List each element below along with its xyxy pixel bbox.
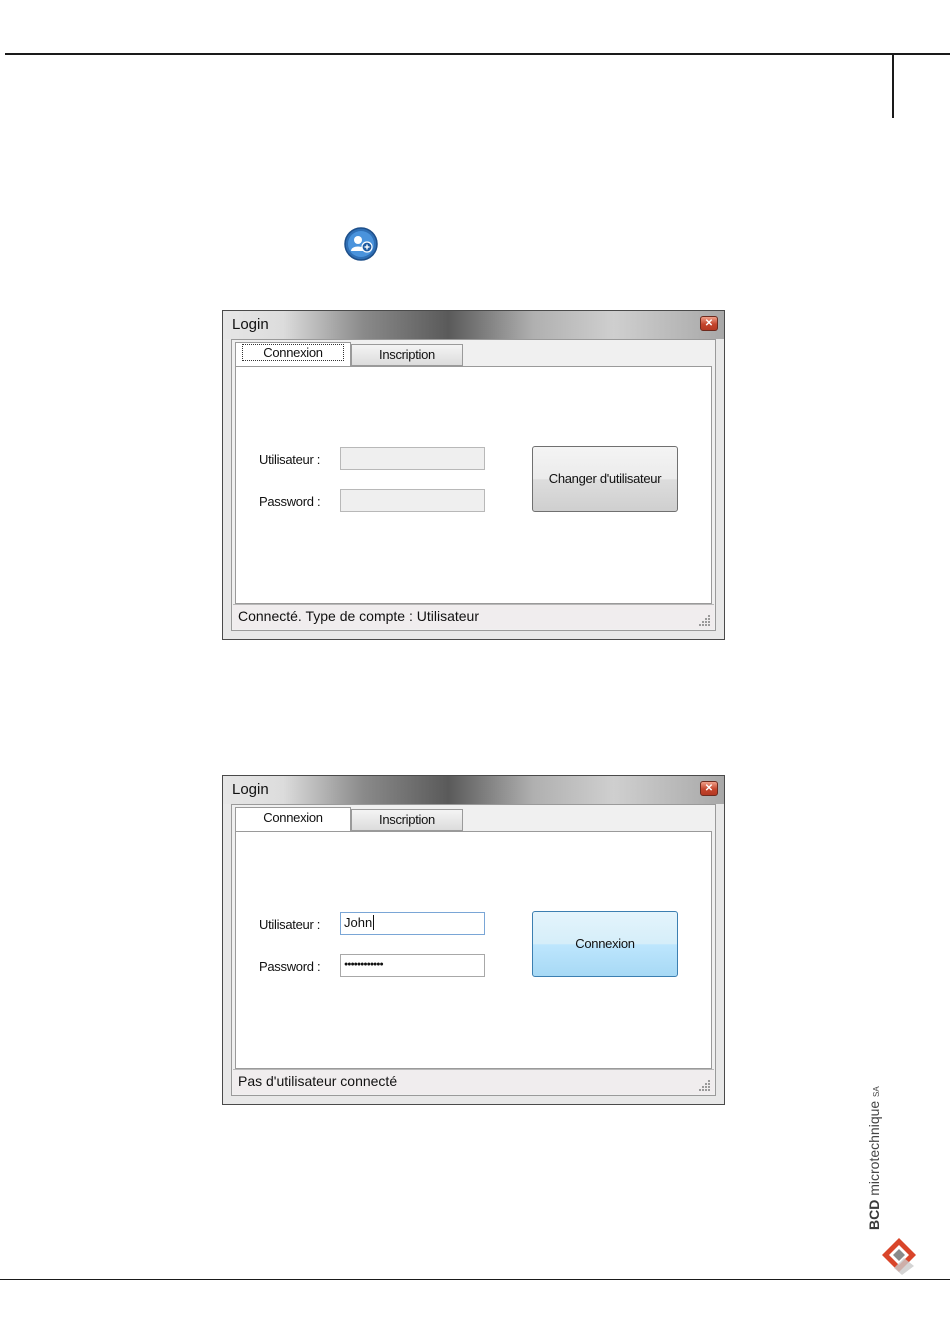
window-title: Login <box>232 781 269 798</box>
status-text: Pas d'utilisateur connecté <box>238 1073 398 1089</box>
title-bar[interactable] <box>223 311 724 339</box>
tab-panel-connexion <box>235 366 712 604</box>
title-bar[interactable] <box>223 776 724 804</box>
resize-grip-icon[interactable] <box>699 614 711 626</box>
password-field[interactable] <box>340 489 485 512</box>
tab-inscription[interactable] <box>351 344 463 366</box>
tab-connexion[interactable] <box>235 807 351 831</box>
resize-grip-icon[interactable] <box>699 1079 711 1091</box>
user-label: Utilisateur : <box>259 917 321 932</box>
text-cursor <box>373 915 374 930</box>
user-field[interactable] <box>340 447 485 470</box>
dialog-client <box>231 339 716 631</box>
user-field-value: John <box>344 915 373 930</box>
header-rule <box>5 53 950 55</box>
password-label: Password : <box>259 494 321 509</box>
user-add-icon <box>343 226 379 262</box>
footer-rule <box>0 1279 950 1280</box>
status-text: Connecté. Type de compte : Utilisateur <box>238 608 479 624</box>
dialog-client <box>231 804 716 1096</box>
login-dialog-connected <box>222 310 725 640</box>
tab-inscription-label: Inscription <box>379 812 435 827</box>
password-field[interactable]: ●●●●●●●●●●●● <box>340 954 485 977</box>
tab-connexion-label: Connexion <box>263 810 323 825</box>
password-label: Password : <box>259 959 321 974</box>
brand-rest: microtechnique <box>866 1100 882 1196</box>
bcd-logo-icon <box>880 1236 918 1276</box>
connexion-button[interactable]: Connexion <box>532 911 678 977</box>
header-rule-tick <box>892 54 894 118</box>
brand-suffix: SA <box>872 1086 881 1097</box>
brand-name <box>866 1086 882 1230</box>
window-title: Login <box>232 316 269 333</box>
tab-inscription-label: Inscription <box>379 347 435 362</box>
tab-inscription[interactable] <box>351 809 463 831</box>
close-icon[interactable]: ✕ <box>700 781 718 796</box>
brand-bold: BCD <box>866 1199 882 1230</box>
user-label: Utilisateur : <box>259 452 321 467</box>
tab-panel-connexion <box>235 831 712 1069</box>
status-bar <box>233 604 714 629</box>
tab-connexion[interactable] <box>235 342 351 366</box>
close-icon[interactable]: ✕ <box>700 316 718 331</box>
user-field[interactable] <box>340 912 485 935</box>
tab-connexion-label: Connexion <box>243 345 342 360</box>
status-bar <box>233 1069 714 1094</box>
login-dialog-disconnected <box>222 775 725 1105</box>
change-user-button[interactable]: Changer d'utilisateur <box>532 446 678 512</box>
